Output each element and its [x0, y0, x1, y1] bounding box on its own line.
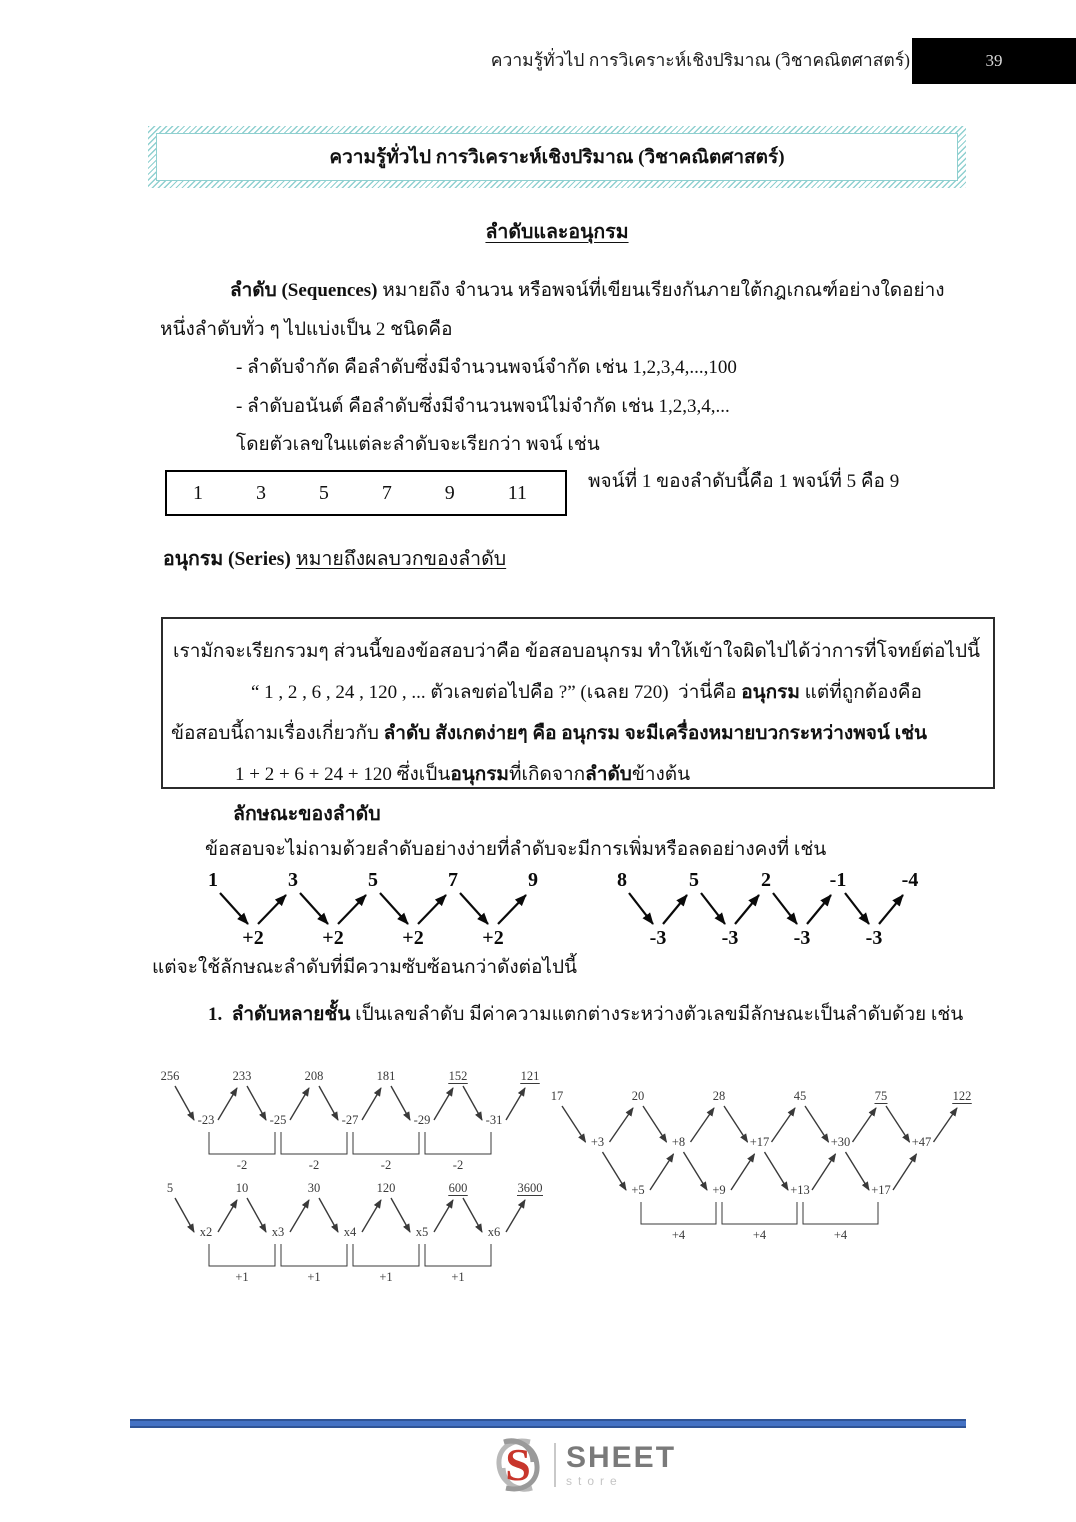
svg-text:+30: +30	[830, 1135, 851, 1149]
svg-text:181: 181	[376, 1069, 396, 1083]
sequence-number: 3	[255, 481, 266, 504]
intro-paragraph	[160, 272, 990, 465]
svg-text:-2: -2	[308, 1158, 320, 1172]
note-line: “ 1 , 2 , 6 , 24 , 120 , ... ตัวเลขต่อไปคือ ?” (เฉลย 720) ว่านี่คือ อนุกรม แต่ที่ถูกต้องคือ	[251, 682, 922, 703]
diagram-multilevel-multiplication	[156, 1178, 570, 1290]
svg-text:+4: +4	[833, 1228, 848, 1242]
sequence-number: 9	[444, 481, 455, 504]
svg-text:+2: +2	[242, 927, 264, 949]
title-box-text: ความรู้ทั่วไป การวิเคราะห์เชิงปริมาณ (วิชาคณิตศาสตร์)	[156, 133, 958, 181]
svg-text:-1: -1	[829, 869, 847, 891]
title-box	[148, 126, 966, 188]
svg-text:5: 5	[368, 869, 378, 891]
svg-text:+3: +3	[590, 1135, 605, 1149]
svg-text:x5: x5	[415, 1225, 429, 1239]
svg-text:233: 233	[232, 1069, 252, 1083]
note-line: 1 + 2 + 6 + 24 + 120 ซึ่งเป็นอนุกรมที่เกิดจากลำดับข้างต้น	[235, 764, 691, 785]
note-line: ข้อสอบนี้ถามเรื่องเกี่ยวกับ ลำดับ สังเกตง่ายๆ คือ อนุกรม จะมีเครื่องหมายบวกระหว่างพจน์ เช่น	[171, 723, 927, 744]
svg-text:+1: +1	[379, 1270, 393, 1284]
svg-text:-4: -4	[901, 869, 919, 891]
section-title: ลำดับและอนุกรม	[485, 222, 629, 243]
svg-text:30: 30	[307, 1181, 321, 1195]
svg-text:-2: -2	[380, 1158, 392, 1172]
brand-name: SHEET	[566, 1441, 677, 1474]
svg-text:x6: x6	[487, 1225, 501, 1239]
page-number: 39	[985, 51, 1003, 70]
svg-text:600: 600	[448, 1181, 468, 1195]
characteristics-title: ลักษณะของลำดับ	[233, 804, 381, 825]
intro-line: ลำดับ (Sequences) หมายถึง จำนวน หรือพจน์ที่เขียนเรียงกันภายใต้กฎเกณฑ์อย่างใดอย่าง	[230, 280, 945, 301]
svg-text:-2: -2	[452, 1158, 464, 1172]
svg-text:5: 5	[166, 1181, 174, 1195]
intro-line: หนึ่งลำดับทั่ว ๆ ไปแบ่งเป็น 2 ชนิดคือ	[160, 318, 453, 340]
svg-text:20: 20	[631, 1089, 645, 1103]
sequence-number: 1	[193, 481, 203, 504]
svg-text:+17: +17	[749, 1135, 770, 1149]
footer-divider-bar	[130, 1419, 966, 1428]
svg-text:+2: +2	[322, 927, 344, 949]
svg-text:-3: -3	[865, 927, 883, 949]
svg-text:256: 256	[160, 1069, 180, 1083]
svg-text:152: 152	[448, 1069, 468, 1083]
sequence-number: 5	[318, 481, 329, 504]
intro-line: โดยตัวเลขในแต่ละลำดับจะเรียกว่า พจน์ เช่น	[236, 434, 600, 455]
svg-text:9: 9	[528, 869, 538, 891]
svg-text:75: 75	[874, 1089, 888, 1103]
svg-text:+1: +1	[235, 1270, 249, 1284]
multilevel-item: 1. ลำดับหลายชั้น เป็นเลขลำดับ มีค่าความแตกต่างระหว่างตัวเลขมีลักษณะเป็นลำดับด้วย เช่น	[208, 1004, 964, 1025]
svg-text:3: 3	[288, 869, 298, 891]
characteristics-desc: ข้อสอบจะไม่ถามด้วยลำดับอย่างง่ายที่ลำดับจะมีการเพิ่มหรือลดอย่างคงที่ เช่น	[205, 839, 827, 860]
svg-text:-29: -29	[413, 1113, 431, 1127]
sheet-store-logo	[492, 1436, 676, 1494]
svg-text:-31: -31	[485, 1113, 503, 1127]
svg-text:+4: +4	[752, 1228, 767, 1242]
svg-text:+47: +47	[911, 1135, 932, 1149]
svg-text:121: 121	[520, 1069, 540, 1083]
svg-text:-3: -3	[721, 927, 739, 949]
example-caption: พจน์ที่ 1 ของลำดับนี้คือ 1 พจน์ที่ 5 คือ 9	[588, 471, 900, 492]
svg-text:122: 122	[952, 1089, 972, 1103]
page-number-badge	[912, 38, 1076, 84]
logo-divider	[554, 1443, 556, 1487]
sequence-number: 7	[381, 481, 392, 504]
svg-text:5: 5	[689, 869, 699, 891]
svg-text:-27: -27	[341, 1113, 359, 1127]
svg-text:45: 45	[793, 1089, 807, 1103]
svg-text:+2: +2	[402, 927, 424, 949]
svg-text:+2: +2	[482, 927, 504, 949]
svg-text:-3: -3	[649, 927, 667, 949]
svg-text:17: 17	[550, 1089, 564, 1103]
sheet-store-logo-icon	[492, 1436, 544, 1494]
svg-text:+8: +8	[671, 1135, 686, 1149]
diagram-multilevel-addition	[545, 1086, 981, 1246]
svg-text:8: 8	[617, 869, 627, 891]
svg-text:x2: x2	[199, 1225, 213, 1239]
svg-text:10: 10	[235, 1181, 249, 1195]
diagram-arithmetic-increasing	[188, 864, 560, 952]
svg-text:-25: -25	[269, 1113, 287, 1127]
svg-text:x4: x4	[343, 1225, 357, 1239]
logo-letter: S	[505, 1439, 531, 1490]
svg-text:x3: x3	[271, 1225, 285, 1239]
sequence-number: 11	[507, 481, 527, 504]
svg-text:+17: +17	[871, 1183, 891, 1197]
note-box	[161, 617, 995, 789]
svg-text:-3: -3	[793, 927, 811, 949]
svg-text:1: 1	[208, 869, 218, 891]
complexity-note: แต่จะใช้ลักษณะลำดับที่มีความซับซ้อนกว่าดังต่อไปนี้	[152, 957, 577, 978]
svg-text:208: 208	[304, 1069, 324, 1083]
svg-text:2: 2	[761, 869, 771, 891]
svg-text:-2: -2	[236, 1158, 248, 1172]
svg-text:+4: +4	[671, 1228, 686, 1242]
series-definition: อนุกรม (Series) หมายถึงผลบวกของลำดับ	[163, 549, 507, 570]
running-header-title: ความรู้ทั่วไป การวิเคราะห์เชิงปริมาณ (วิชาคณิตศาสตร์)	[490, 50, 910, 70]
svg-text:+1: +1	[451, 1270, 465, 1284]
intro-bullet: - ลำดับอนันต์ คือลำดับซึ่งมีจำนวนพจน์ไม่จำกัด เช่น 1,2,3,4,...	[236, 395, 730, 417]
svg-text:28: 28	[712, 1089, 726, 1103]
svg-text:3600: 3600	[517, 1181, 543, 1195]
intro-bullet: - ลำดับจำกัด คือลำดับซึ่งมีจำนวนพจน์จำกัด เช่น 1,2,3,4,...,100	[236, 357, 737, 378]
svg-text:+1: +1	[307, 1270, 321, 1284]
svg-text:-23: -23	[197, 1113, 215, 1127]
svg-text:+9: +9	[712, 1183, 726, 1197]
svg-text:7: 7	[448, 869, 458, 891]
svg-text:+5: +5	[631, 1183, 645, 1197]
svg-text:+13: +13	[790, 1183, 810, 1197]
diagram-arithmetic-decreasing	[600, 864, 932, 952]
brand-subtitle: store	[566, 1474, 623, 1488]
note-line: เรามักจะเรียกรวมๆ ส่วนนี้ของข้อสอบว่าคือ ข้อสอบอนุกรม ทำให้เข้าใจผิดไปได้ว่าการที่โจทย์ต่อไปนี้	[173, 641, 980, 662]
svg-text:120: 120	[376, 1181, 396, 1195]
diagram-multilevel-subtraction	[156, 1066, 570, 1178]
sequence-example-box	[165, 470, 567, 516]
